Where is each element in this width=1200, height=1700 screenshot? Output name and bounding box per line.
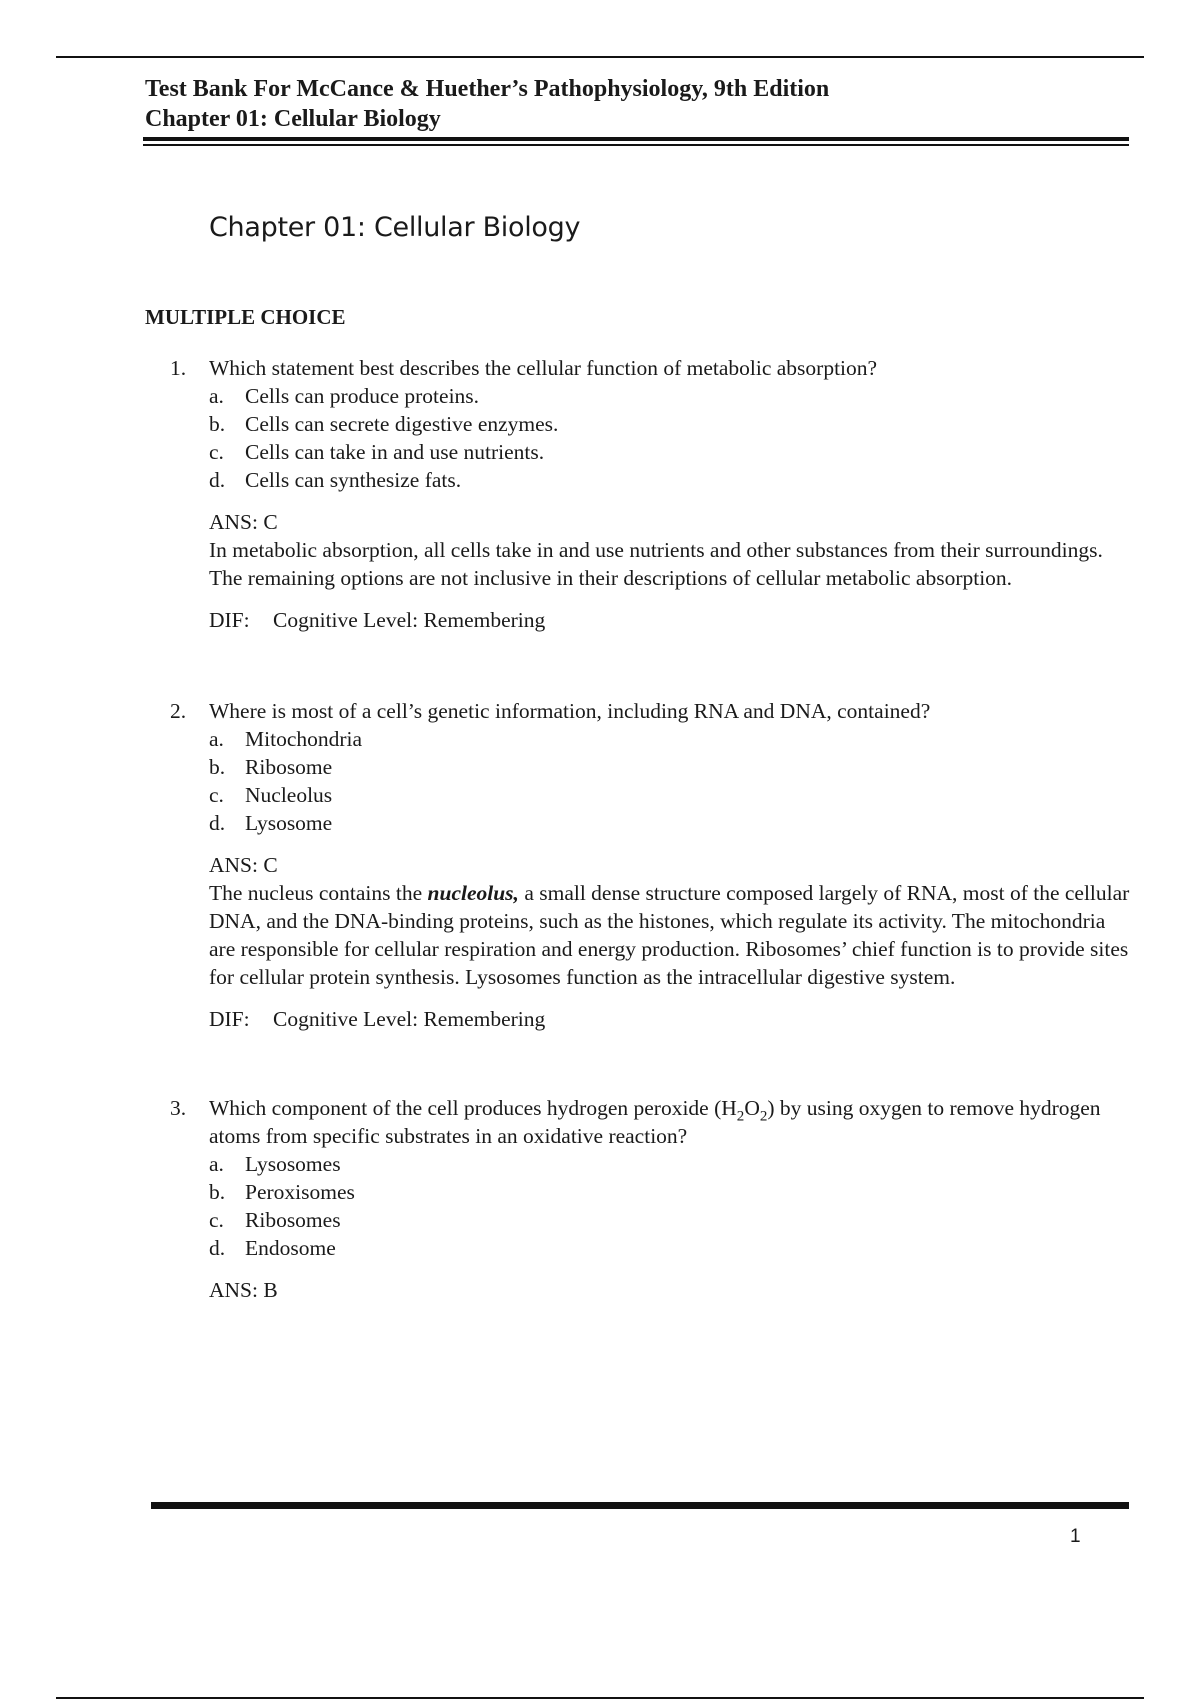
option-c bbox=[209, 781, 1130, 809]
rationale-text: a small dense structure composed largely of RNA, most of the cellular DNA, and the DNA-binding proteins, such as the histones, which regulate its activity. The mitochondria are responsible for cellular respiration and energy production. Ribosomes’ chief function is to provide sites for cellular protein synthesis. Lysosomes function as the intracellular digestive system. bbox=[209, 881, 1130, 989]
question-text: Which statement best describes the cellular function of metabolic absorption? bbox=[209, 356, 878, 380]
option-b bbox=[209, 1178, 1130, 1206]
page-number: 1 bbox=[1070, 1526, 1081, 1547]
option-d bbox=[209, 809, 1130, 837]
option-d bbox=[209, 466, 1130, 494]
difficulty-label: DIF: bbox=[209, 608, 250, 632]
question-3 bbox=[170, 1094, 1130, 1304]
header-rule-thick bbox=[143, 137, 1129, 141]
option-letter: a. bbox=[209, 384, 224, 408]
rationale-emphasis: nucleolus, bbox=[427, 881, 519, 905]
rationale bbox=[209, 879, 1130, 991]
option-text: Cells can secrete digestive enzymes. bbox=[245, 412, 559, 436]
option-c bbox=[209, 1206, 1130, 1234]
answer: ANS: C bbox=[209, 853, 278, 877]
answer: ANS: B bbox=[209, 1278, 278, 1302]
option-text: Lysosome bbox=[245, 811, 333, 835]
option-text: Lysosomes bbox=[245, 1152, 341, 1176]
option-a bbox=[209, 382, 1130, 410]
option-letter: b. bbox=[209, 1180, 226, 1204]
option-text: Peroxisomes bbox=[245, 1180, 355, 1204]
option-letter: a. bbox=[209, 727, 224, 751]
difficulty-value: Cognitive Level: Remembering bbox=[273, 608, 546, 632]
option-text: Cells can take in and use nutrients. bbox=[245, 440, 545, 464]
footer-rule bbox=[151, 1502, 1129, 1509]
option-a bbox=[209, 725, 1130, 753]
question-2 bbox=[170, 697, 1130, 1033]
option-letter: a. bbox=[209, 1152, 224, 1176]
question-text: Where is most of a cell’s genetic information, including RNA and DNA, contained? bbox=[209, 699, 931, 723]
option-d bbox=[209, 1234, 1130, 1262]
option-text: Mitochondria bbox=[245, 727, 363, 751]
question-text-part: O bbox=[744, 1096, 760, 1120]
difficulty bbox=[209, 606, 1130, 634]
question-text-part: ) by using oxygen to remove hydrogen atoms from specific substrates in an oxidative reaction? bbox=[209, 1096, 1101, 1148]
option-c bbox=[209, 438, 1130, 466]
option-b bbox=[209, 753, 1130, 781]
difficulty-label: DIF: bbox=[209, 1007, 250, 1031]
difficulty-value: Cognitive Level: Remembering bbox=[273, 1007, 546, 1031]
difficulty bbox=[209, 1005, 1130, 1033]
header-rule-thin bbox=[143, 144, 1129, 146]
option-text: Cells can synthesize fats. bbox=[245, 468, 462, 492]
section-heading: MULTIPLE CHOICE bbox=[145, 305, 346, 329]
option-text: Ribosomes bbox=[245, 1208, 341, 1232]
rationale: In metabolic absorption, all cells take in and use nutrients and other substances from their surroundings. The remaining options are not inclusive in their descriptions of cellular metabolic absorption. bbox=[209, 538, 1103, 590]
subscript: 2 bbox=[736, 1108, 745, 1125]
option-letter: d. bbox=[209, 811, 226, 835]
option-letter: c. bbox=[209, 783, 224, 807]
header-title: Test Bank For McCance & Huether’s Pathophysiology, 9th Edition bbox=[145, 76, 830, 102]
option-a bbox=[209, 1150, 1130, 1178]
answer: ANS: C bbox=[209, 510, 278, 534]
rationale-text: The nucleus contains the bbox=[209, 881, 428, 905]
subscript: 2 bbox=[759, 1108, 768, 1125]
question-text-part: Which component of the cell produces hydrogen peroxide (H bbox=[209, 1096, 737, 1120]
question-number: 1. bbox=[170, 356, 187, 380]
chapter-title: Chapter 01: Cellular Biology bbox=[209, 212, 581, 243]
option-letter: b. bbox=[209, 755, 226, 779]
option-letter: d. bbox=[209, 468, 226, 492]
header-chapter: Chapter 01: Cellular Biology bbox=[145, 106, 441, 132]
top-rule bbox=[56, 56, 1144, 58]
question-text bbox=[209, 1094, 1130, 1150]
question-number: 2. bbox=[170, 699, 187, 723]
option-text: Endosome bbox=[245, 1236, 336, 1260]
option-text: Cells can produce proteins. bbox=[245, 384, 480, 408]
question-1 bbox=[170, 354, 1130, 634]
option-text: Nucleolus bbox=[245, 783, 333, 807]
option-letter: b. bbox=[209, 412, 226, 436]
document-header bbox=[145, 74, 829, 134]
option-letter: d. bbox=[209, 1236, 226, 1260]
option-text: Ribosome bbox=[245, 755, 333, 779]
question-number: 3. bbox=[170, 1096, 187, 1120]
option-b bbox=[209, 410, 1130, 438]
option-letter: c. bbox=[209, 1208, 224, 1232]
option-letter: c. bbox=[209, 440, 224, 464]
bottom-rule bbox=[56, 1697, 1144, 1699]
